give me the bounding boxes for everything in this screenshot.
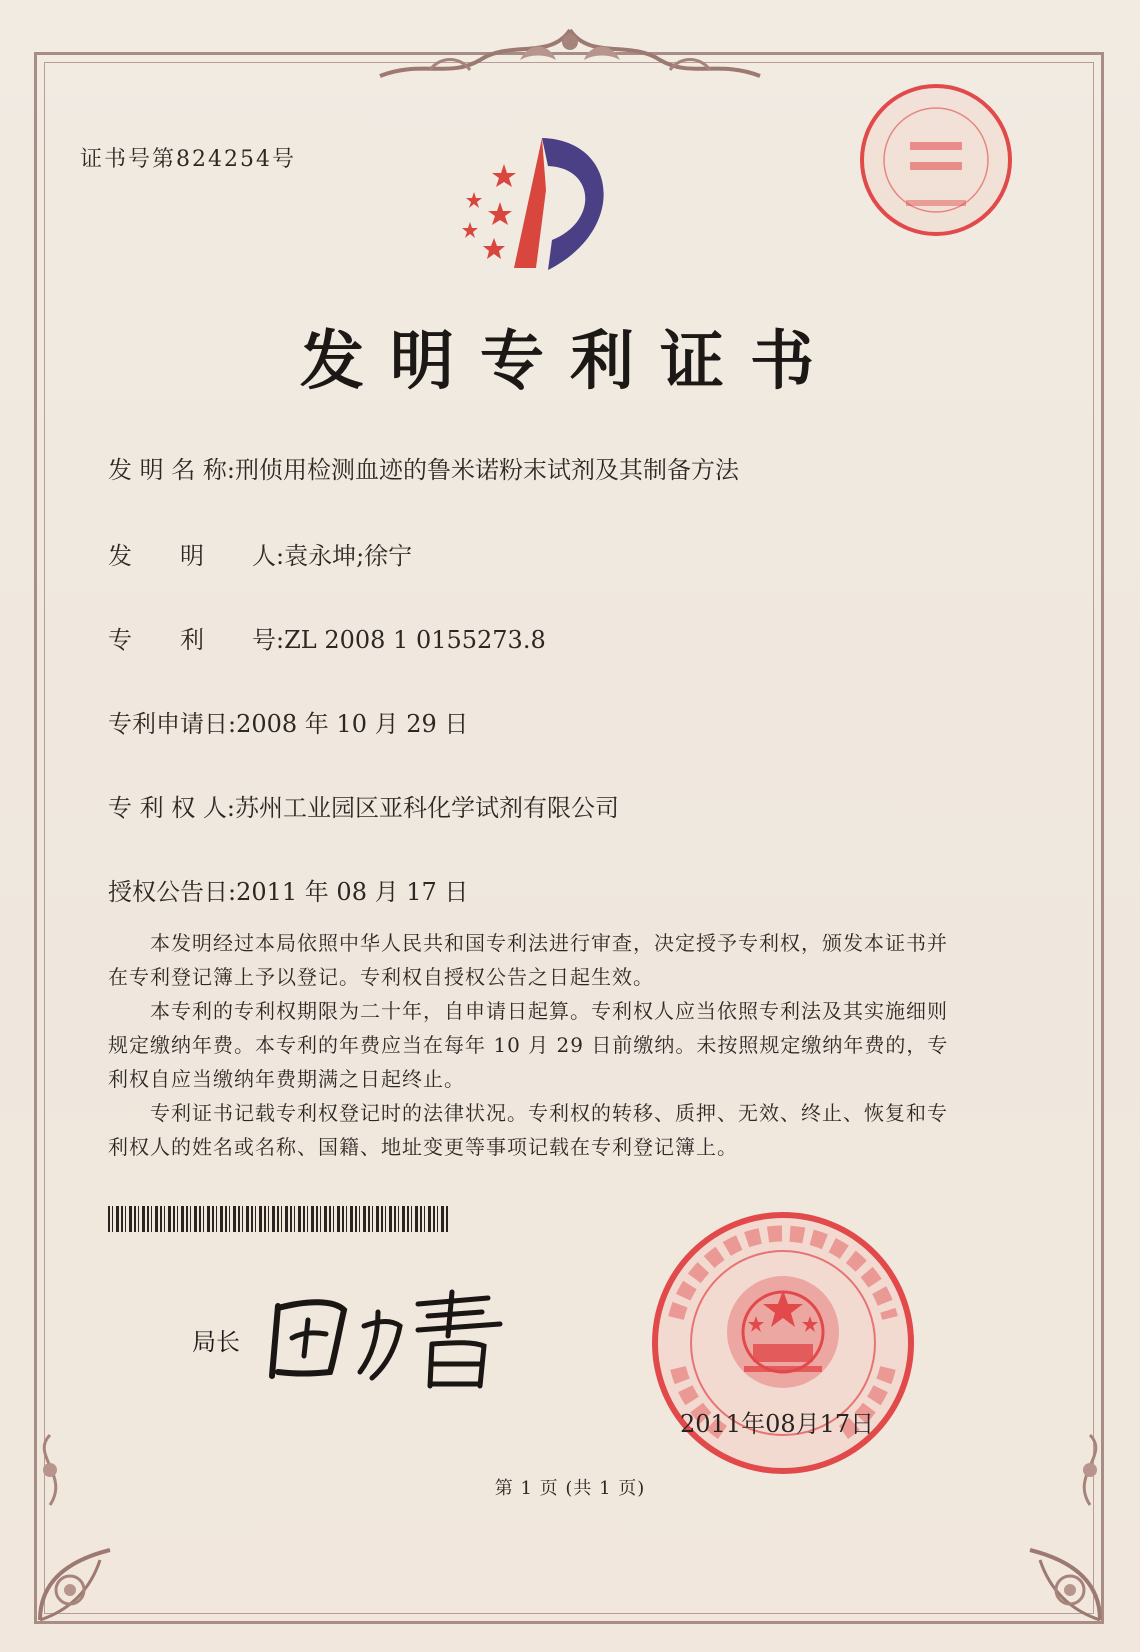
inventors-value: 袁永坤;徐宁	[284, 542, 413, 570]
application-date-label: 专利申请日:	[108, 710, 237, 738]
tax-stamp	[856, 80, 1016, 240]
invention-name-value: 刑侦用检测血迹的鲁米诺粉末试剂及其制备方法	[234, 456, 739, 484]
inventors-row	[108, 536, 412, 571]
inventors-label: 发 明 人:	[108, 542, 285, 570]
corner-ornament-bottom-right	[1000, 1520, 1110, 1630]
body-text	[108, 926, 958, 1164]
top-ornament	[360, 20, 780, 90]
patentee-label: 专 利 权 人:	[108, 794, 235, 822]
application-date-row	[108, 704, 468, 739]
grant-date-value: 2011 年 08 月 17 日	[236, 878, 469, 906]
patentee-row	[108, 788, 619, 823]
patent-number-value: ZL 2008 1 0155273.8	[284, 626, 546, 654]
paragraph: 本专利的专利权期限为二十年，自申请日起算。专利权人应当依照专利法及其实施细则规定缴纳年费。本专利的年费应当在每年 10 月 29 日前缴纳。未按照规定缴纳年费的，专利权自应当缴纳年费期满之日起终止。	[108, 999, 949, 1091]
page-title: 发明专利证书	[300, 325, 840, 399]
paragraph: 本发明经过本局依照中华人民共和国专利法进行审查，决定授予专利权，颁发本证书并在专利登记簿上予以登记。专利权自授权公告之日起生效。	[108, 931, 948, 989]
paragraph: 专利证书记载专利权登记时的法律状况。专利权的转移、质押、无效、终止、恢复和专利权人的姓名或名称、国籍、地址变更等事项记载在专利登记簿上。	[108, 1101, 948, 1159]
patent-number-label: 专 利 号:	[108, 626, 285, 654]
inner-border	[44, 62, 1094, 1614]
director-signature	[268, 1286, 518, 1396]
director-label: 局长	[192, 1328, 240, 1356]
grant-date-row	[108, 872, 468, 907]
page-number: 第 1 页 (共 1 页)	[494, 1478, 646, 1499]
patent-number-row	[108, 620, 546, 655]
invention-name-label: 发 明 名 称:	[108, 456, 235, 484]
patentee-value: 苏州工业园区亚科化学试剂有限公司	[234, 794, 619, 822]
barcode	[108, 1206, 448, 1232]
grant-date-label: 授权公告日:	[108, 878, 237, 906]
corner-ornament-bottom-left	[30, 1520, 140, 1630]
invention-name-row	[108, 450, 739, 485]
certificate-number: 证书号第824254号	[80, 147, 296, 172]
seal-date: 2011年08月17日	[680, 1410, 875, 1438]
patent-office-logo	[448, 130, 628, 280]
application-date-value: 2008 年 10 月 29 日	[236, 710, 469, 738]
